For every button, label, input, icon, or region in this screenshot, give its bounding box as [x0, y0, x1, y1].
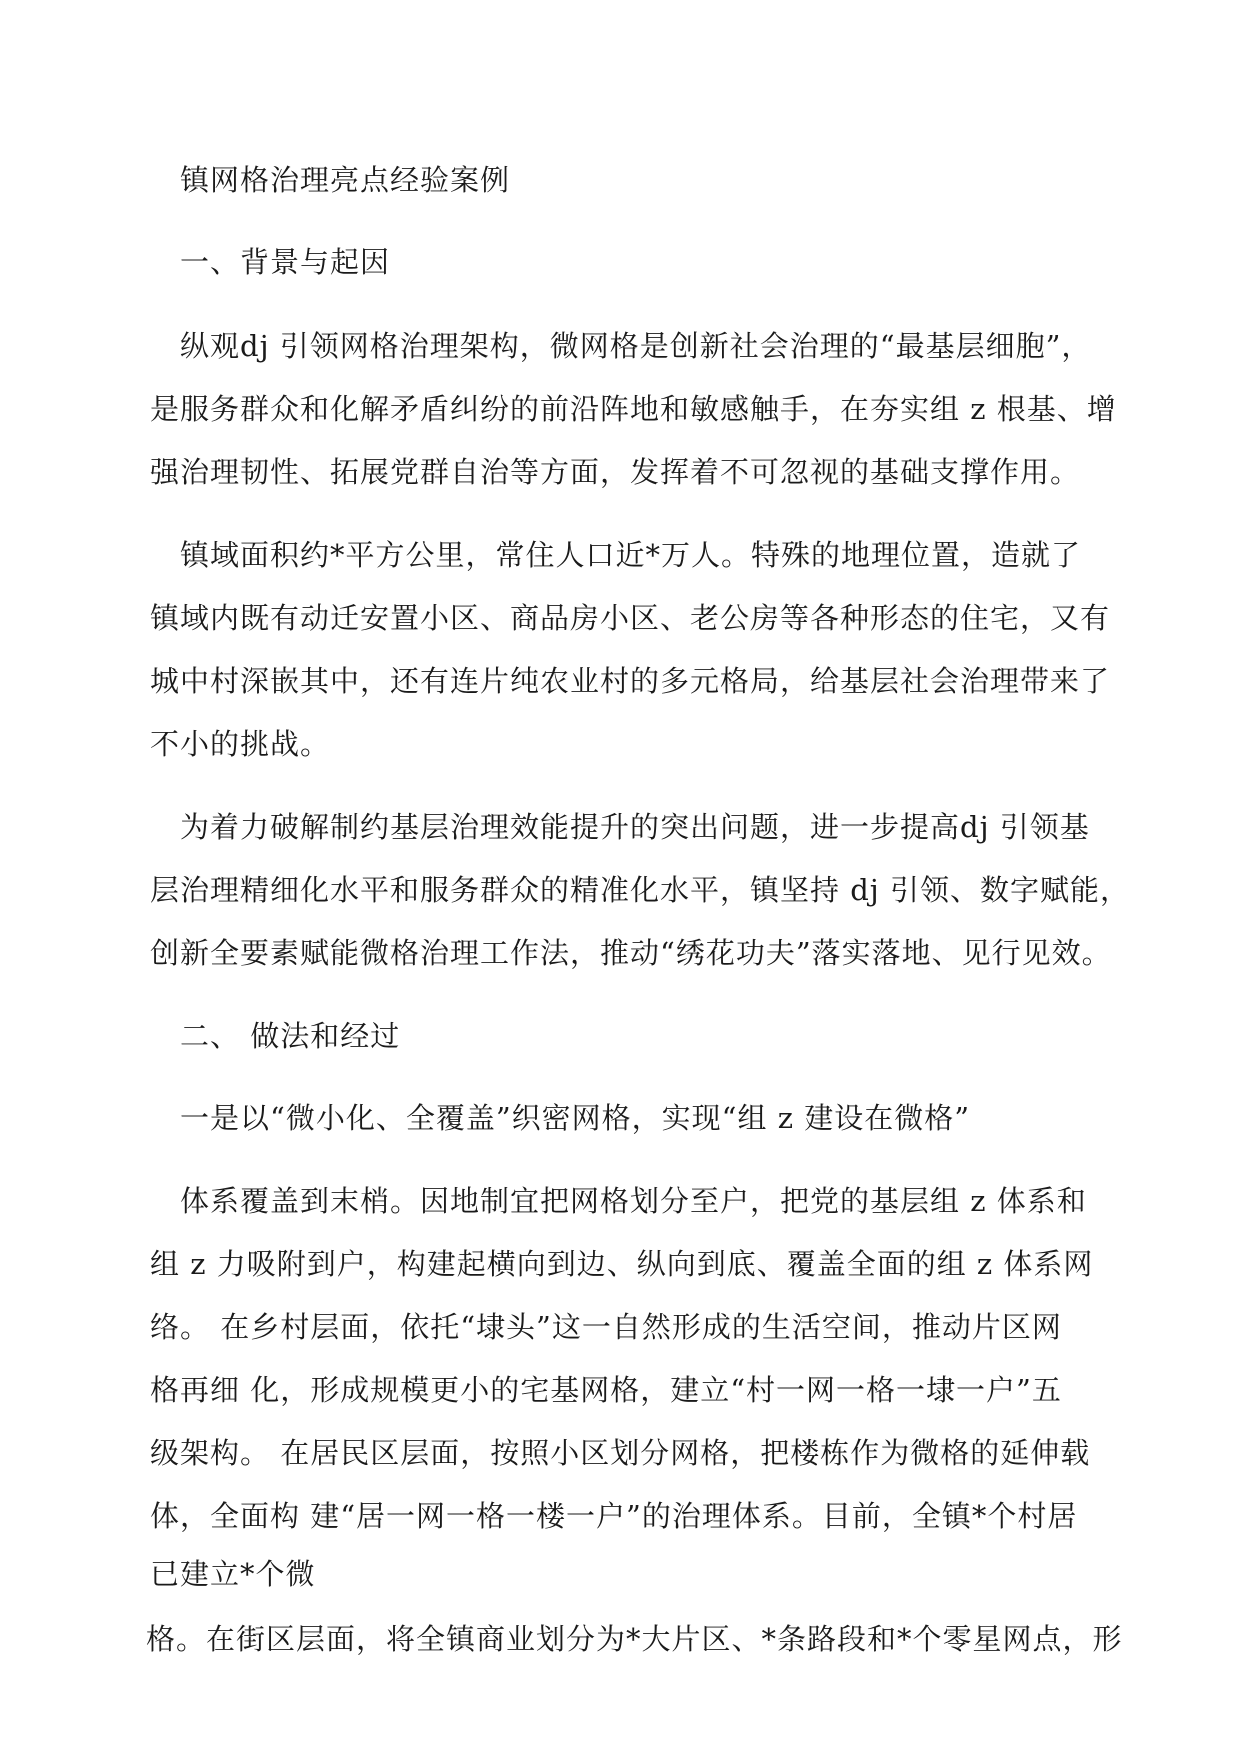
- paragraph-line: 不小的挑战。: [150, 727, 331, 761]
- paragraph-line: 格再细 化，形成规模更小的宅基网格，建立“村一网一格一埭一户”五: [150, 1373, 1062, 1407]
- paragraph-line: 城中村深嵌其中，还有连片纯农业村的多元格局，给基层社会治理带来了: [150, 664, 1111, 698]
- paragraph-line: 层治理精细化水平和服务群众的精准化水平，镇坚持 dj 引领、数字赋能，: [150, 873, 1130, 907]
- section-heading-methods: 二、 做法和经过: [180, 1019, 401, 1053]
- paragraph-line: 强治理韧性、拓展党群自治等方面，发挥着不可忽视的基础支撑作用。: [150, 455, 1081, 489]
- paragraph-line: 体，全面构 建“居一网一格一楼一户”的治理体系。目前，全镇*个村居: [150, 1499, 1078, 1533]
- paragraph-line: 络。 在乡村层面，依托“埭头”这一自然形成的生活空间，推动片区网: [150, 1310, 1062, 1344]
- paragraph-line: 是服务群众和化解矛盾纠纷的前沿阵地和敏感触手，在夯实组 z 根基、增: [150, 392, 1117, 426]
- paragraph-line: 格。在街区层面，将全镇商业划分为*大片区、*条路段和*个零星网点，形: [146, 1622, 1123, 1656]
- paragraph-line: 镇域内既有动迁安置小区、商品房小区、老公房等各种形态的住宅，又有: [150, 601, 1111, 635]
- document-title: 镇网格治理亮点经验案例: [180, 163, 511, 197]
- paragraph-line: 组 z 力吸附到户，构建起横向到边、纵向到底、覆盖全面的组 z 体系网: [150, 1247, 1094, 1281]
- point-heading: 一是以“微小化、全覆盖”织密网格，实现“组 z 建设在微格”: [180, 1101, 971, 1135]
- paragraph-line: 为着力破解制约基层治理效能提升的突出问题，进一步提高dj 引领基: [180, 810, 1090, 844]
- paragraph-line: 创新全要素赋能微格治理工作法，推动“绣花功夫”落实落地、见行见效。: [150, 936, 1112, 970]
- section-heading-background: 一、背景与起因: [180, 245, 391, 279]
- paragraph-line: 级架构。 在居民区层面，按照小区划分网格，把楼栋作为微格的延伸载: [150, 1436, 1091, 1470]
- paragraph-line: 镇域面积约*平方公里，常住人口近*万人。特殊的地理位置，造就了: [180, 538, 1082, 572]
- paragraph-line: 纵观dj 引领网格治理架构，微网格是创新社会治理的“最基层细胞”，: [180, 329, 1092, 363]
- paragraph-line: 体系覆盖到末梢。因地制宜把网格划分至户，把党的基层组 z 体系和: [180, 1184, 1087, 1218]
- paragraph-line: 已建立*个微: [150, 1557, 316, 1591]
